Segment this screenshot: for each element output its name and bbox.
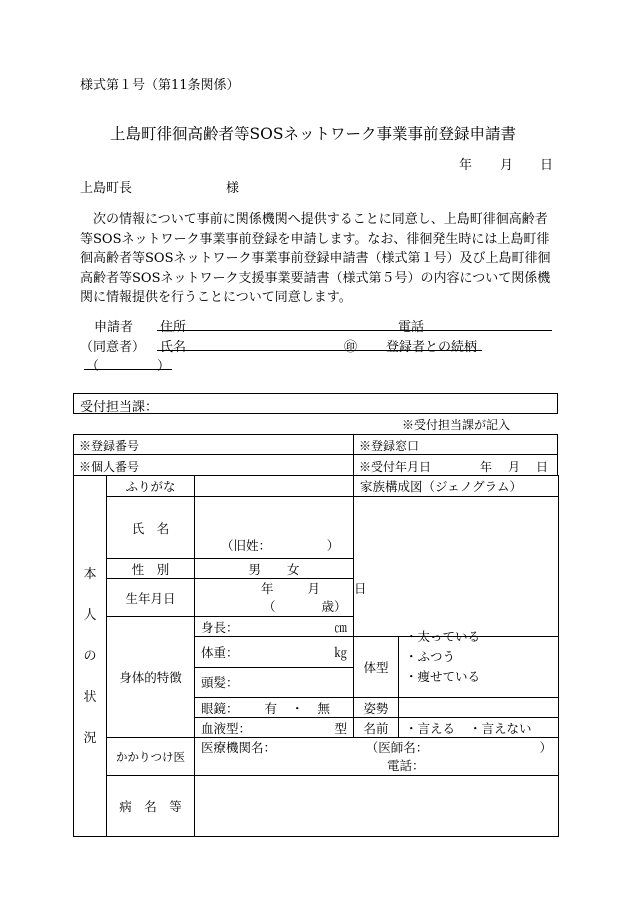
furigana-field[interactable] — [195, 476, 354, 497]
consenter-label: （同意者） — [80, 340, 146, 355]
maiden-name-label: （旧姓： — [221, 538, 265, 553]
relation-paren-open: （ — [86, 359, 100, 374]
maiden-name-close: ） — [326, 538, 340, 553]
applicant-address-label: 住所 — [160, 320, 187, 335]
date-year-label: 年 — [459, 158, 473, 173]
sex-field[interactable] — [195, 559, 354, 579]
family-diagram-field[interactable] — [354, 497, 559, 637]
disease-field[interactable] — [195, 776, 559, 837]
applicant-phone-label: 電話 — [398, 320, 425, 335]
family-doctor-field[interactable] — [195, 738, 559, 776]
form-number: 様式第１号（第11条関係） — [80, 78, 240, 93]
weight-label: 体重： — [201, 644, 239, 660]
relation-underline — [84, 369, 172, 370]
body-type-field[interactable] — [399, 629, 559, 698]
glasses-label: 眼鏡： — [201, 700, 239, 716]
received-year-label: 年 — [480, 460, 493, 474]
received-day-label: 日 — [536, 460, 549, 474]
institution-label: 医療機関名： — [201, 739, 277, 755]
body-type-heavy-option[interactable]: ・太っている — [405, 629, 481, 644]
physical-features-label: 身体的特徴 — [107, 617, 195, 738]
disease-label: 病 名 等 — [107, 776, 195, 837]
furigana-label: ふりがな — [107, 476, 195, 497]
sex-female-option[interactable]: 女 — [287, 561, 300, 577]
birthdate-label: 生年月日 — [107, 579, 195, 617]
birthdate-field[interactable] — [195, 579, 367, 617]
addressee-honorific: 様 — [226, 181, 240, 196]
name-say-label: 名前 — [354, 718, 399, 738]
body-type-thin-option[interactable]: ・痩せている — [405, 669, 481, 684]
reception-row-divider — [73, 454, 558, 455]
blood-type-label: 血液型： — [201, 720, 252, 736]
person-status-side-label: 本 人 の 状 況 — [74, 476, 107, 837]
weight-unit: ㎏ — [334, 644, 347, 660]
posture-field[interactable] — [399, 698, 559, 718]
address-underline — [157, 330, 552, 331]
relation-label: 登録者との続柄 — [386, 340, 478, 355]
sex-male-option[interactable]: 男 — [248, 561, 261, 577]
posture-label: 姿勢 — [354, 698, 399, 718]
applicant-name-label: 氏名 — [160, 340, 187, 355]
date-day-label: 日 — [540, 158, 554, 173]
reception-dept-label: 受付担当課： — [80, 400, 159, 415]
birth-month-label: 月 — [307, 580, 321, 596]
received-month-label: 月 — [508, 460, 521, 474]
received-date-label: ※受付年月日 — [359, 460, 432, 474]
seal-mark: ㊞ — [344, 340, 358, 355]
body-type-label: 体型 — [354, 637, 399, 698]
reception-note: ※受付担当課が記入 — [402, 418, 511, 432]
family-doctor-label: かかりつけ医 — [107, 738, 195, 776]
doctor-name-label: （医師名： — [372, 739, 429, 755]
page-title: 上島町徘徊高齢者等SOSネットワーク事業事前登録申請書 — [110, 125, 516, 143]
name-say-yes-option[interactable]: ・言える — [405, 720, 456, 736]
addressee: 上島町長 — [80, 181, 133, 196]
registration-window-label: ※登録窓口 — [359, 439, 420, 453]
blood-type-field[interactable] — [195, 718, 354, 738]
body-type-normal-option[interactable]: ・ふつう — [405, 649, 456, 664]
reception-col-divider — [353, 434, 354, 475]
name-label: 氏 名 — [107, 497, 195, 559]
weight-field[interactable] — [195, 637, 354, 668]
doctor-phone-label: 電話： — [387, 757, 425, 773]
height-field[interactable] — [195, 617, 354, 637]
birth-year-label: 年 — [261, 580, 274, 596]
glasses-yes-option[interactable]: 有 — [264, 700, 278, 716]
sex-label: 性 別 — [107, 559, 195, 579]
glasses-no-option[interactable]: 無 — [317, 700, 331, 716]
hair-field[interactable] — [195, 667, 354, 698]
name-field[interactable] — [195, 497, 354, 559]
name-say-no-option[interactable]: ・言えない — [469, 720, 532, 736]
personal-number-label: ※個人番号 — [79, 460, 140, 474]
glasses-separator: ・ — [291, 700, 304, 716]
family-diagram-label: 家族構成図（ジェノグラム） — [354, 476, 559, 497]
age-open: （ — [263, 598, 276, 614]
glasses-field[interactable] — [195, 698, 354, 718]
relation-paren-close: ） — [157, 359, 171, 374]
height-label: 身長： — [201, 619, 239, 635]
hair-label: 頭髪： — [201, 675, 239, 691]
person-info-table — [73, 475, 559, 837]
birth-day-label: 日 — [354, 580, 367, 596]
name-say-field[interactable] — [399, 718, 559, 738]
date-month-label: 月 — [500, 158, 514, 173]
height-unit: ㎝ — [334, 619, 347, 635]
age-close: 歳） — [321, 598, 347, 614]
doctor-name-close: ） — [539, 739, 553, 755]
blood-type-unit: 型 — [334, 720, 347, 736]
applicant-label: 申請者 — [94, 320, 134, 335]
consent-paragraph: 次の情報について事前に関係機関へ提供することに同意し、上島町徘徊高齢者等SOSネットワーク事業事前登録を申請します。なお、徘徊発生時には上島町徘徊高齢者等SOSネットワーク事業事前登録申請書（様式第１号）及び上島町徘徊高齢者等SOSネットワーク支援事業要請書（様式第５号）の内容について関係機関に情報提供を行うことについて同意します。 — [80, 212, 551, 305]
registration-number-label: ※登録番号 — [79, 439, 140, 453]
name-underline — [157, 350, 482, 351]
